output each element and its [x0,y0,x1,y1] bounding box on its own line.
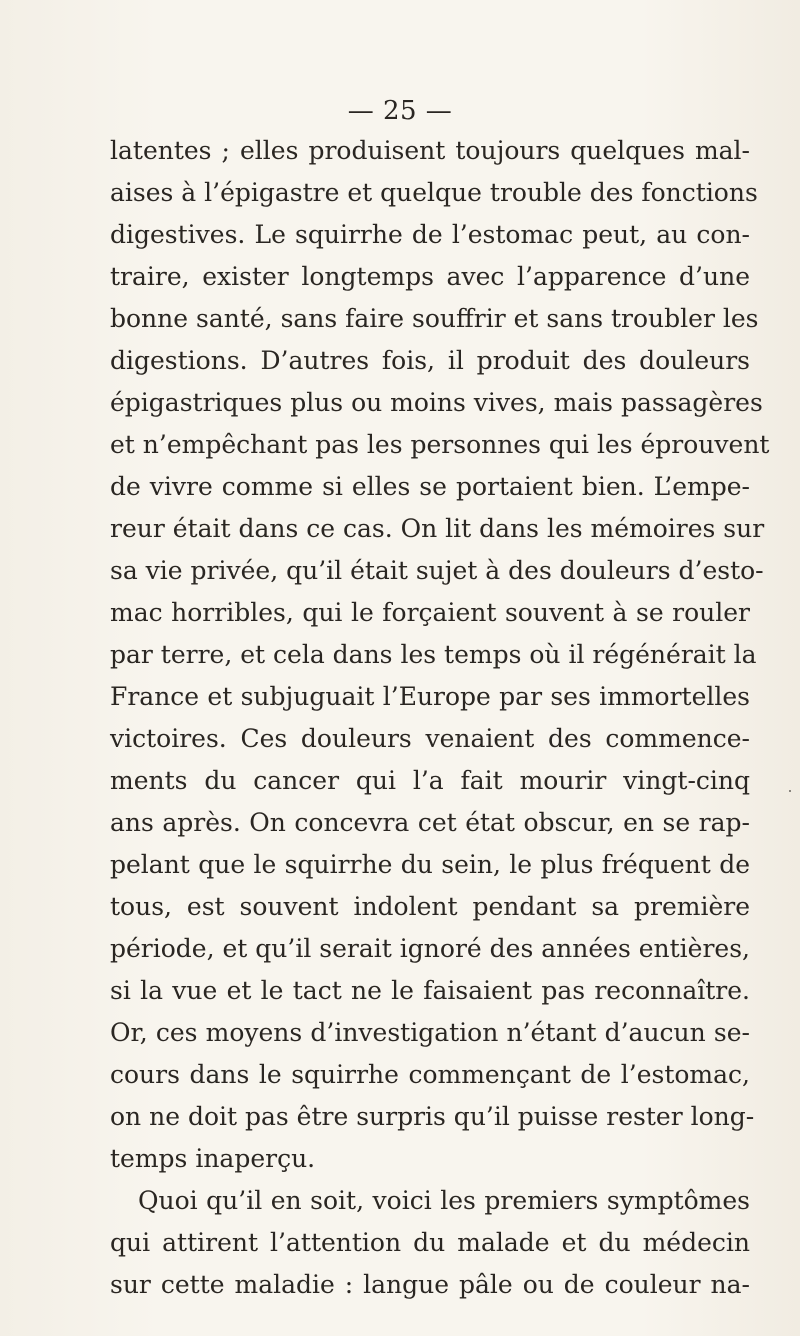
text-line: sur cette maladie : langue pâle ou de couleur na- [110,1270,750,1299]
text-line: sa vie privée, qu’il était sujet à des douleurs d’esto- [110,556,764,585]
text-line: traire, exister longtemps avec l’apparence d’une [110,262,750,291]
text-line: qui attirent l’attention du malade et du médecin [110,1228,750,1257]
text-line: victoires. Ces douleurs venaient des commence- [110,724,750,753]
text-line: mac horribles, qui le forçaient souvent à se rouler [110,598,750,627]
text-line: temps inaperçu. [110,1144,316,1173]
text-line: digestives. Le squirrhe de l’estomac peut, au con- [110,220,750,249]
text-line: si la vue et le tact ne le faisaient pas reconnaître. [110,976,750,1005]
text-line: digestions. D’autres fois, il produit des douleurs [110,346,750,375]
text-line: on ne doit pas être surpris qu’il puisse rester long- [110,1102,755,1131]
text-line: Or, ces moyens d’investigation n’étant d’aucun se- [110,1018,750,1047]
text-line: bonne santé, sans faire souffrir et sans troubler les [110,304,759,333]
text-line: ments du cancer qui l’a fait mourir vingt-cinq [110,766,750,795]
text-line: et n’empêchant pas les personnes qui les éprouvent [110,430,770,459]
text-line: cours dans le squirrhe commençant de l’estomac, [110,1060,750,1089]
text-line: latentes ; elles produisent toujours quelques mal- [110,136,750,165]
paper-speck [789,790,791,792]
page-body [110,130,770,1306]
text-line: épigastriques plus ou moins vives, mais passagères [110,388,763,417]
text-line: pelant que le squirrhe du sein, le plus fréquent de [110,850,750,879]
text-line: Quoi qu’il en soit, voici les premiers symptômes [138,1186,750,1215]
text-line: ans après. On concevra cet état obscur, en se rap- [110,808,750,837]
text-line: de vivre comme si elles se portaient bien. L’empe- [110,472,750,501]
text-line: tous, est souvent indolent pendant sa première [110,892,750,921]
text-line: par terre, et cela dans les temps où il régénérait la [110,640,757,669]
text-line: aises à l’épigastre et quelque trouble des fonctions [110,178,758,207]
text-line: reur était dans ce cas. On lit dans les mémoires sur [110,514,765,543]
text-line: période, et qu’il serait ignoré des années entières, [110,934,750,963]
text-line: France et subjuguait l’Europe par ses immortelles [110,682,750,711]
page-number-header: — 25 — [347,96,453,126]
